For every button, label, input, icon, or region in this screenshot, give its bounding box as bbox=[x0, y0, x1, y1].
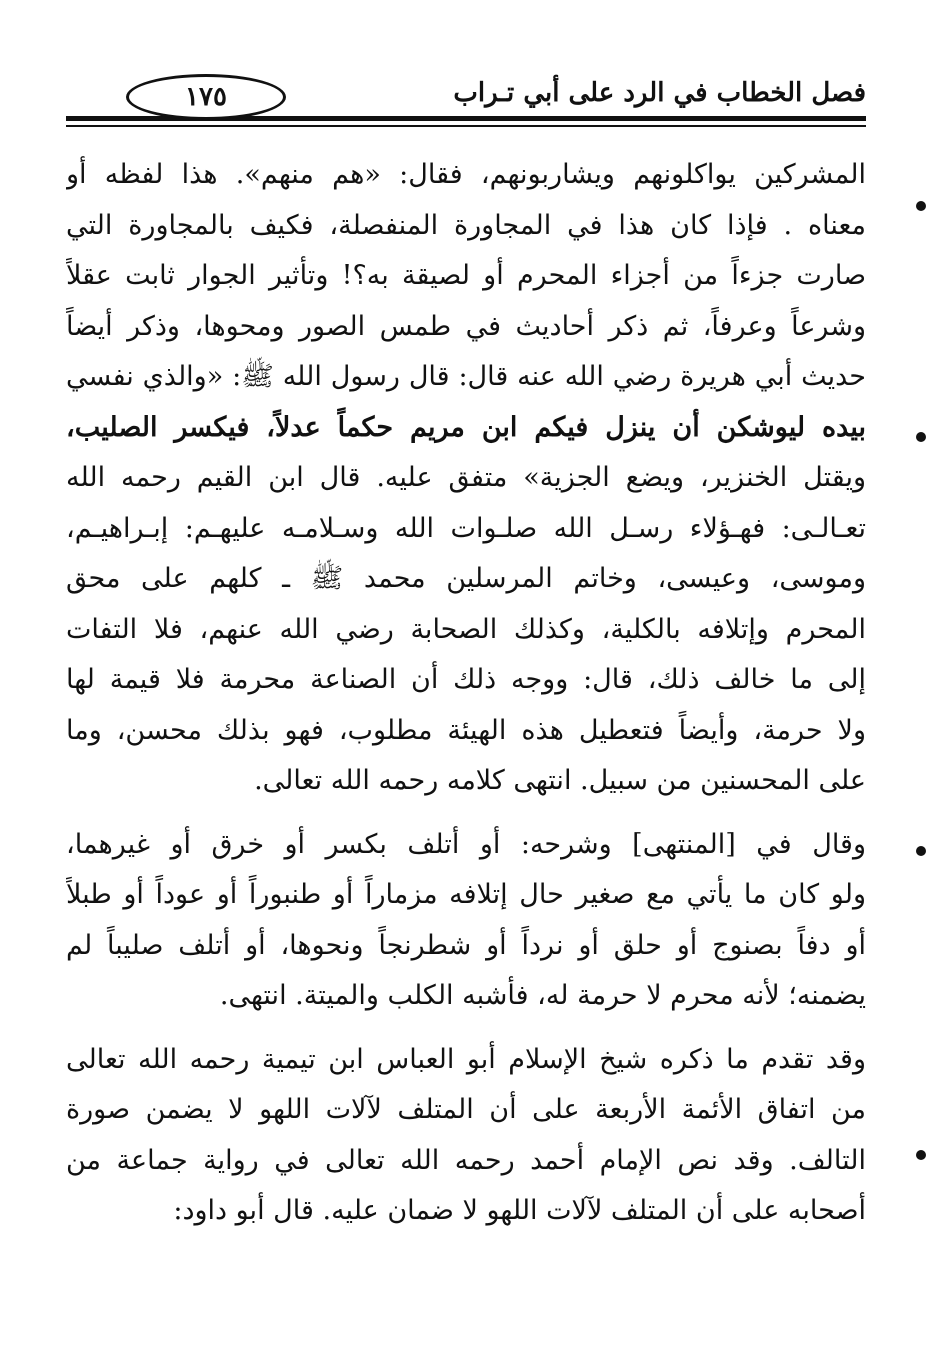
page-number-badge: ١٧٥ bbox=[126, 74, 286, 120]
margin-dot-mark bbox=[916, 1150, 926, 1160]
text-line: وقد تقدم ما ذكره شيخ الإسلام أبو العباس ابن تيمية رحمه الله تعالى bbox=[66, 1043, 866, 1075]
text-line: وموسى، وعيسى، وخاتم المرسلين محمد ﷺ ـ كلهم على محق bbox=[66, 563, 866, 594]
text-line: المشركين يواكلونهم ويشاربونهم، فقال: «هم منهم». هذا لفظه أو bbox=[66, 159, 866, 190]
text-line: وقال في [المنتهى] وشرحه: أو أتلف بكسر أو خرق أو غيرهما، bbox=[66, 828, 866, 860]
hadith-line: بيده ليوشكن أن ينزل فيكم ابن مريم حكماً عدلاً، فيكسر الصليب، bbox=[66, 411, 866, 443]
text-line: صارت جزءاً من أجزاء المحرم أو لصيقة به؟! وتأثير الجوار ثابت عقلاً bbox=[66, 260, 866, 291]
margin-dot-mark bbox=[916, 432, 926, 442]
text-line: يضمنه؛ لأنه محرم لا حرمة له، فأشبه الكلب والميتة. انتهى. bbox=[219, 980, 866, 1011]
body-text bbox=[66, 150, 866, 1237]
paragraph-3 bbox=[66, 1035, 866, 1237]
margin-dot-mark bbox=[916, 846, 926, 856]
text-line: وشرعاً وعرفاً، ثم ذكر أحاديث في طمس الصور ومحوها، وذكر أيضاً bbox=[66, 310, 866, 342]
text-line: ولو كان ما يأتي مع صغير حال إتلافه مزماراً أو طنبوراً أو عوداً أو طبلاً bbox=[66, 879, 866, 910]
text-line: ويقتل الخنزير، ويضع الجزية» متفق عليه. قال ابن القيم رحمه الله bbox=[66, 462, 866, 493]
text-line: تعـالـى: فهـؤلاء رسـل الله صلـوات الله وسـلامـه عليهـم: إبـراهيـم، bbox=[66, 512, 866, 544]
text-line: المحرم وإتلافه بالكلية، وكذلك الصحابة رضي الله عنهم، فلا التفات bbox=[66, 613, 866, 645]
text-line: التالف. وقد نص الإمام أحمد رحمه الله تعالى في رواية جماعة من bbox=[66, 1144, 866, 1176]
text-line: أو دفاً بصنوج أو حلق أو نرداً أو شطرنجاً ونحوها، أو أتلف صليباً لم bbox=[66, 929, 866, 961]
text-line: معناه . فإذا كان هذا في المجاورة المنفصلة، فكيف بالمجاورة التي bbox=[66, 209, 866, 241]
page-header bbox=[66, 70, 866, 130]
text-line: على المحسنين من سبيل. انتهى كلامه رحمه الله تعالى. bbox=[254, 765, 866, 796]
paragraph-2 bbox=[66, 820, 866, 1022]
margin-dot-mark bbox=[916, 201, 926, 211]
text-line: حديث أبي هريرة رضي الله عنه قال: قال رسول الله ﷺ: «والذي نفسي bbox=[66, 361, 866, 392]
text-line: أصحابه على أن المتلف لآلات اللهو لا ضمان عليه. قال أبو داود: bbox=[173, 1195, 866, 1226]
text-line: من اتفاق الأئمة الأربعة على أن المتلف لآلات اللهو لا يضمن صورة bbox=[66, 1094, 866, 1125]
paragraph-1 bbox=[66, 150, 866, 807]
running-title: فصل الخطاب في الرد على أبي تـراب bbox=[453, 78, 866, 108]
text-line: إلى ما خالف ذلك، قال: ووجه ذلك أن الصناعة محرمة فلا قيمة لها bbox=[66, 664, 866, 695]
header-rule-thin bbox=[66, 125, 866, 127]
text-line: ولا حرمة، وأيضاً فتعطيل هذه الهيئة مطلوب، فهو بذلك محسن، وما bbox=[66, 714, 866, 746]
